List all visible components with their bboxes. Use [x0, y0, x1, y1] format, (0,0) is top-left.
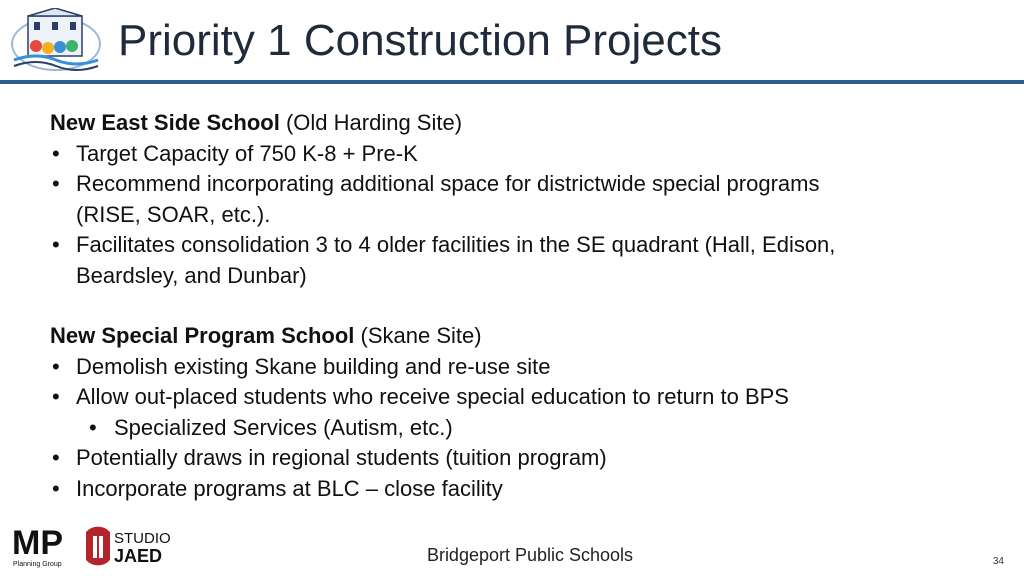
mp-planning-group-logo [12, 522, 72, 568]
section-heading-bold: New Special Program School [50, 323, 355, 348]
section-heading-special-program [50, 321, 1000, 352]
bullet-item: • Potentially draws in regional students (tuition program) [50, 443, 1000, 474]
footer-organization: Bridgeport Public Schools [426, 545, 634, 565]
bullet-item: • Demolish existing Skane building and re-use site [50, 352, 1000, 383]
bullet-item: • Target Capacity of 750 K-8 + Pre-K [50, 139, 1000, 170]
bullet-item: • Allow out-placed students who receive special education to return to BPS [50, 382, 1000, 413]
slide-body [50, 108, 1000, 504]
mp-logo-letters: MP [12, 524, 63, 562]
page-number: 34 [992, 556, 1004, 567]
studio-logo-bottom-text: JAED [114, 546, 163, 566]
bullet-item: • Recommend incorporating additional space for districtwide special programs [50, 169, 1000, 200]
bullet-item: • Facilitates consolidation 3 to 4 older facilities in the SE quadrant (Hall, Edison, [50, 230, 1000, 261]
section-heading-bold: New East Side School [50, 110, 280, 135]
mp-logo-subtext: Planning Group [13, 561, 62, 568]
section-spacer [50, 291, 1000, 321]
title-divider [0, 80, 1024, 84]
section-heading-rest: (Old Harding Site) [279, 110, 463, 135]
page-title: Priority 1 Construction Projects [118, 16, 722, 65]
section-heading-rest: (Skane Site) [354, 323, 482, 348]
section-heading-east-side [50, 108, 1000, 139]
studio-logo-top-text: STUDIO [114, 530, 171, 547]
sub-bullet-item: • Specialized Services (Autism, etc.) [50, 413, 1000, 444]
studio-jaed-logo [82, 526, 182, 568]
bullet-item-continuation: (RISE, SOAR, etc.). [76, 201, 271, 227]
bullet-item: • Incorporate programs at BLC – close facility [50, 474, 1000, 505]
district-logo-icon [6, 8, 106, 74]
bullet-item-continuation: Beardsley, and Dunbar) [76, 262, 307, 288]
